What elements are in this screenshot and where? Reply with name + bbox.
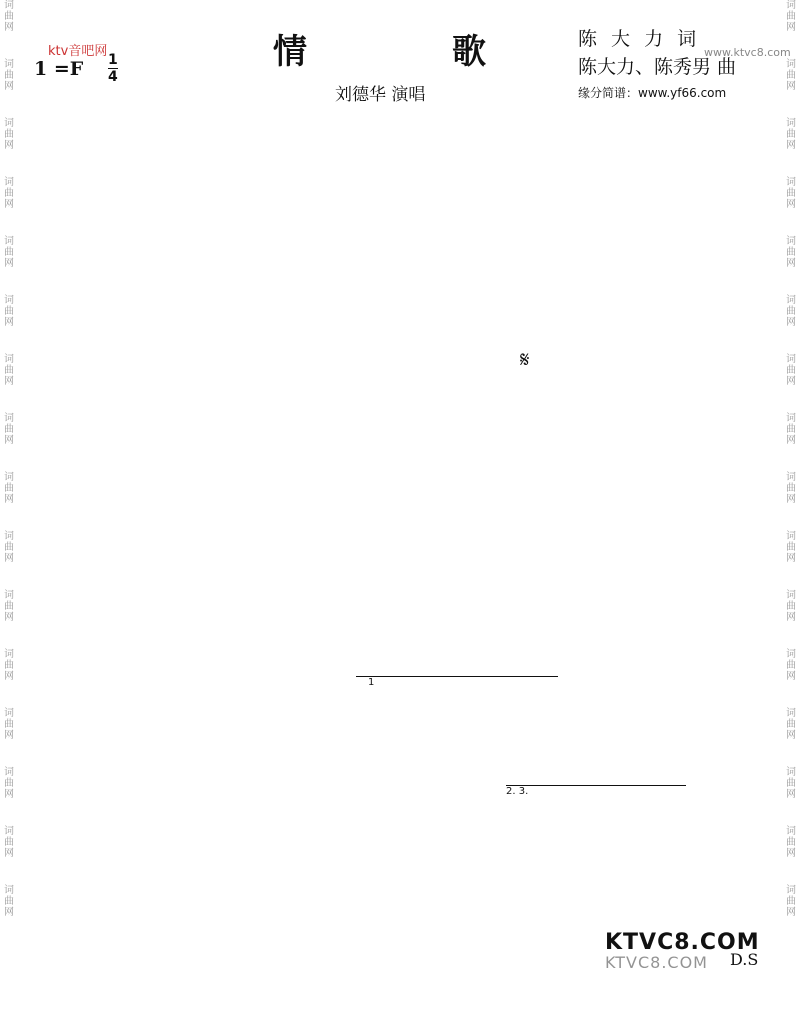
watermark-group [0,472,18,505]
watermark-char: 网 [786,435,796,446]
watermark-char: 网 [4,81,14,92]
watermark-char: 网 [786,907,796,918]
watermark-char: 曲 [786,778,796,789]
song-title-right: 歌 [452,32,486,72]
time-signature [108,52,118,85]
ds-mark: D.S [730,950,759,969]
watermark-char: 曲 [4,424,14,435]
watermark-group [782,767,800,800]
volta-1: 1 [356,676,558,688]
uploader-credit: 缘分简谱：www.yf66.com [578,86,727,100]
watermark-group [782,472,800,505]
watermark-char: 曲 [786,70,796,81]
watermark-char: 词 [4,177,14,188]
watermark-char: 词 [786,649,796,660]
watermark-group [782,59,800,92]
watermark-char: 词 [786,472,796,483]
watermark-char: 网 [786,317,796,328]
watermark-char: 曲 [4,778,14,789]
watermark-char: 网 [786,140,796,151]
watermark-char: 词 [4,767,14,778]
watermark-char: 曲 [4,542,14,553]
watermark-char: 曲 [4,247,14,258]
watermark-char: 网 [4,730,14,741]
watermark-char: 网 [4,612,14,623]
watermark-char: 网 [4,376,14,387]
watermark-char: 词 [786,767,796,778]
watermark-char: 曲 [786,896,796,907]
watermark-char: 词 [786,177,796,188]
watermark-char: 词 [4,590,14,601]
key-signature: 1 =F [34,58,84,80]
watermark-group [782,826,800,859]
watermark-char: 网 [786,81,796,92]
watermark-char: 曲 [4,896,14,907]
watermark-group [782,531,800,564]
watermark-char: 曲 [4,129,14,140]
watermark-char: 词 [4,826,14,837]
lyricist-credit: 陈 大 力 词 [578,28,697,50]
watermark-char: 网 [786,199,796,210]
watermark-char: 词 [786,236,796,247]
watermark-group [0,236,18,269]
watermark-char: 网 [786,258,796,269]
watermark-group [782,885,800,918]
watermark-char: 曲 [4,601,14,612]
source-watermark: ktv音吧网 [48,44,108,59]
watermark-group [0,649,18,682]
site-watermark: www.ktvc8.com [704,46,791,59]
watermark-group [782,649,800,682]
watermark-char: 曲 [786,542,796,553]
right-watermark-column [782,0,800,1018]
watermark-char: 曲 [4,719,14,730]
watermark-char: 曲 [786,365,796,376]
watermark-char: 网 [786,22,796,33]
watermark-char: 曲 [786,188,796,199]
watermark-char: 词 [4,413,14,424]
watermark-char: 词 [4,531,14,542]
watermark-char: 曲 [786,719,796,730]
watermark-char: 曲 [786,483,796,494]
watermark-char: 词 [4,472,14,483]
watermark-char: 网 [4,789,14,800]
watermark-char: 网 [4,199,14,210]
song-title-left: 情 [273,32,307,72]
watermark-char: 曲 [786,11,796,22]
ktvc8-logo: KTVC8.COM KTVC8.COM [605,930,760,972]
watermark-group [0,590,18,623]
watermark-group [0,118,18,151]
watermark-group [0,59,18,92]
watermark-char: 词 [4,59,14,70]
watermark-char: 词 [786,0,796,11]
watermark-char: 曲 [4,483,14,494]
watermark-group [0,413,18,446]
watermark-char: 词 [786,59,796,70]
watermark-char: 词 [4,118,14,129]
watermark-char: 曲 [4,365,14,376]
watermark-char: 曲 [4,70,14,81]
watermark-char: 曲 [4,306,14,317]
watermark-char: 词 [786,295,796,306]
volta-2-3: 2. 3. [506,785,686,797]
watermark-char: 词 [4,649,14,660]
watermark-group [0,767,18,800]
watermark-char: 曲 [786,306,796,317]
watermark-char: 曲 [4,660,14,671]
watermark-char: 网 [786,848,796,859]
watermark-char: 曲 [786,601,796,612]
watermark-group [0,177,18,210]
watermark-char: 词 [786,354,796,365]
watermark-char: 词 [786,531,796,542]
segno-mark: 𝄋 [520,348,530,373]
watermark-group [0,531,18,564]
watermark-char: 网 [4,848,14,859]
watermark-group [0,354,18,387]
watermark-char: 网 [4,494,14,505]
watermark-char: 网 [4,22,14,33]
singer-credit: 刘德华 演唱 [335,85,426,105]
watermark-char: 曲 [4,837,14,848]
watermark-char: 词 [4,236,14,247]
watermark-char: 曲 [4,188,14,199]
watermark-group [0,885,18,918]
watermark-group [782,177,800,210]
watermark-char: 网 [4,258,14,269]
composer-credit: 陈大力、陈秀男 曲 [578,56,737,78]
watermark-group [782,590,800,623]
watermark-group [782,0,800,33]
watermark-char: 词 [4,354,14,365]
watermark-group [782,295,800,328]
watermark-char: 词 [4,0,14,11]
watermark-group [0,826,18,859]
watermark-char: 词 [786,118,796,129]
watermark-char: 网 [4,671,14,682]
watermark-group [782,354,800,387]
watermark-char: 网 [786,671,796,682]
watermark-char: 曲 [4,11,14,22]
left-watermark-column [0,0,18,1018]
watermark-char: 网 [4,435,14,446]
watermark-char: 词 [786,708,796,719]
watermark-group [782,708,800,741]
watermark-group [782,118,800,151]
watermark-char: 曲 [786,247,796,258]
watermark-group [0,295,18,328]
watermark-char: 词 [4,708,14,719]
watermark-group [782,413,800,446]
watermark-char: 网 [4,553,14,564]
watermark-char: 曲 [786,660,796,671]
watermark-char: 网 [786,730,796,741]
watermark-char: 网 [786,612,796,623]
watermark-group [0,708,18,741]
watermark-char: 网 [4,140,14,151]
watermark-char: 词 [4,295,14,306]
watermark-char: 网 [4,907,14,918]
watermark-group [0,0,18,33]
watermark-char: 词 [786,826,796,837]
watermark-char: 词 [786,413,796,424]
watermark-char: 网 [786,494,796,505]
watermark-char: 网 [4,317,14,328]
watermark-char: 曲 [786,424,796,435]
watermark-char: 词 [786,885,796,896]
watermark-char: 词 [4,885,14,896]
watermark-char: 网 [786,376,796,387]
time-signature-value: 1 4 [108,52,118,85]
watermark-char: 词 [786,590,796,601]
watermark-char: 网 [786,789,796,800]
watermark-char: 曲 [786,837,796,848]
watermark-char: 曲 [786,129,796,140]
watermark-char: 网 [786,553,796,564]
watermark-group [782,236,800,269]
